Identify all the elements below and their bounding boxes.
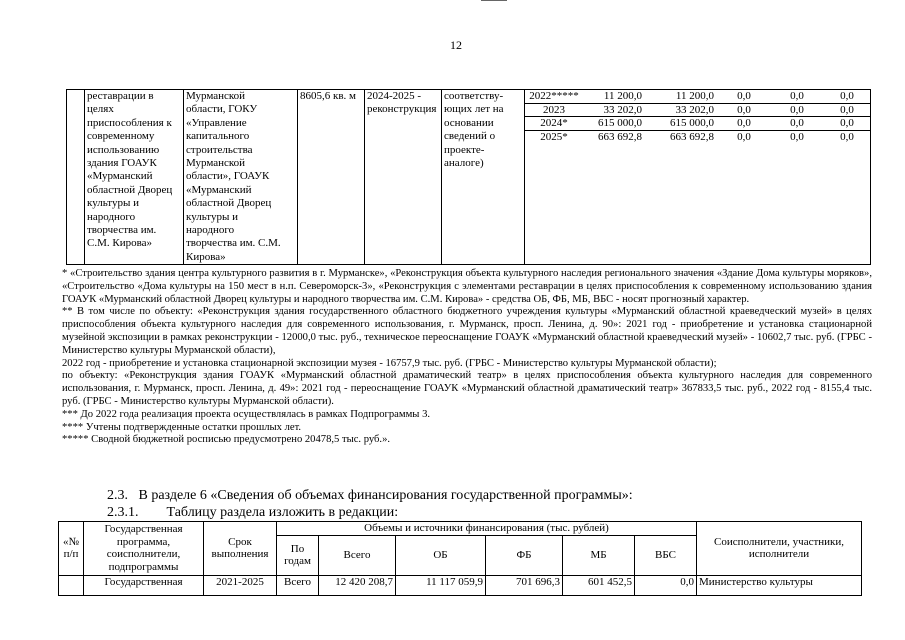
upper-executor-cell: Мурманской области, ГОКУ «Управление капитального строительства Мурманской области», ГОАУК «Мурманский областной Дворец культуры и народного творчества им. С.М. Кирова» [184,90,298,265]
row-program: Государственная [84,575,204,595]
footnote: **** Учтены подтвержденные остатки прошлых лет. [62,421,302,433]
footnote: 2022 год - приобретение и установка стационарной экспозиции музея - 16757,9 тыс. руб. (ГРБС - Министерство культуры Мурманской области); [62,357,717,369]
upper-area-cell: 8605,6 кв. м [298,90,365,265]
row-total: 12 420 208,7 [319,575,396,595]
upper-period-cell: 2024-2025 - реконструкция [365,90,442,265]
upper-empty-cell [67,90,85,265]
year-row: 2025* 663 692,8 663 692,8 0,0 0,0 0,0 [540,130,854,143]
upper-indicator-cell: соответству- ющих лет на основании сведений о проекте- аналоге) [442,90,525,265]
row-executors: Министерство культуры [697,575,862,595]
row-period: 2021-2025 [204,575,277,595]
page-number: 12 [450,38,462,52]
year-row: 2022***** 11 200,0 11 200,0 0,0 0,0 0,0 [525,90,871,103]
header-by-year: По годам [277,535,319,575]
footnote: ***** Сводной бюджетной росписью предусмотрено 20478,5 тыс. руб.». [62,434,391,446]
header-total: Всего [319,535,396,575]
upper-years-cell [525,90,871,265]
year-row: 2023 33 202,0 33 202,0 0,0 0,0 0,0 [525,103,871,117]
subsection-heading: 2.3.1. Таблицу раздела изложить в редакции: [107,505,399,520]
header-ob: ОБ [396,535,486,575]
header-funding-group: Объемы и источники финансирования (тыс. рублей) [277,522,697,536]
header-mb: МБ [563,535,635,575]
footnote: по объекту: «Реконструкция здания ГОАУК «Мурманский областной драматический театр» в целях приспособления объекта культурного наследия для современного использования, г. Мурманск, просп. Ленина, д. 49»: 2021 год - переоснащение ГОАУК «Мурманский областной драматический театр» 367833,5 тыс. руб., 2022 год - 8155,4 тыс. руб. (ГРБС - Министерство культуры Мурманской области). [62,370,872,407]
footnote: * «Строительство здания центра культурного развития в г. Мурманске», «Реконструкция объекта культурного наследия регионального значения «Здание Дома культуры моряков», «Строительство «Дома культуры на 150 мест в н.п. Североморск-3», «Реконструкция с элементами реставрации в целях приспособления к современному использованию здания ГОАУК «Мурманский областной Дворец культуры и народного творчества им. С.М. Кирова» - средства ОБ, ФБ, МБ, ВБС - носят прогнозный характер. [62,268,872,305]
row-mb: 601 452,5 [563,575,635,595]
row-by-year: Всего [277,575,319,595]
header-vbs: ВБС [635,535,697,575]
footnotes [62,268,872,447]
row-vbs: 0,0 [635,575,697,595]
header-period: Срок выполнения [204,522,277,576]
footnote: *** До 2022 года реализация проекта осуществлялась в рамках Подпрограммы 3. [62,408,431,420]
funding-table [58,521,862,596]
section-heading: 2.3. В разделе 6 «Сведения об объемах финансирования государственной программы»: [107,488,633,503]
year-row: 2024* 615 000,0 615 000,0 0,0 0,0 0,0 [525,117,871,131]
years-values-table [525,90,871,143]
table-row [59,575,862,595]
upper-table [66,89,871,265]
upper-name-cell: реставрации в целях приспособления к современному использованию здания ГОАУК «Мурманский областной Дворец культуры и народного творчества им. С.М. Кирова» [85,90,184,265]
header-num: «№ п/п [59,522,84,576]
row-num [59,575,84,595]
top-edge-line [481,0,507,1]
header-executors: Соисполнители, участники, исполнители [697,522,862,576]
footnote: ** В том числе по объекту: «Реконструкция здания государственного областного бюджетного учреждения культуры «Мурманский областной краеведческий музей» в целях приспособления объекта культурного наследия для современного использования, г. Мурманск, просп. Ленина, д. 90»: 2021 год - приобретение и установка стационарной музейной экспозиции в рамках реконструкции - 12000,0 тыс. руб., техническое переоснащение ГОАУК «Мурманский областной краеведческий музей» - 10602,7 тыс. руб. (ГРБС - Министерство культуры Мурманской области), [62,306,872,356]
header-program: Государственная программа, соисполнители, подпрограммы [84,522,204,576]
header-fb: ФБ [486,535,563,575]
row-fb: 701 696,3 [486,575,563,595]
row-ob: 11 117 059,9 [396,575,486,595]
